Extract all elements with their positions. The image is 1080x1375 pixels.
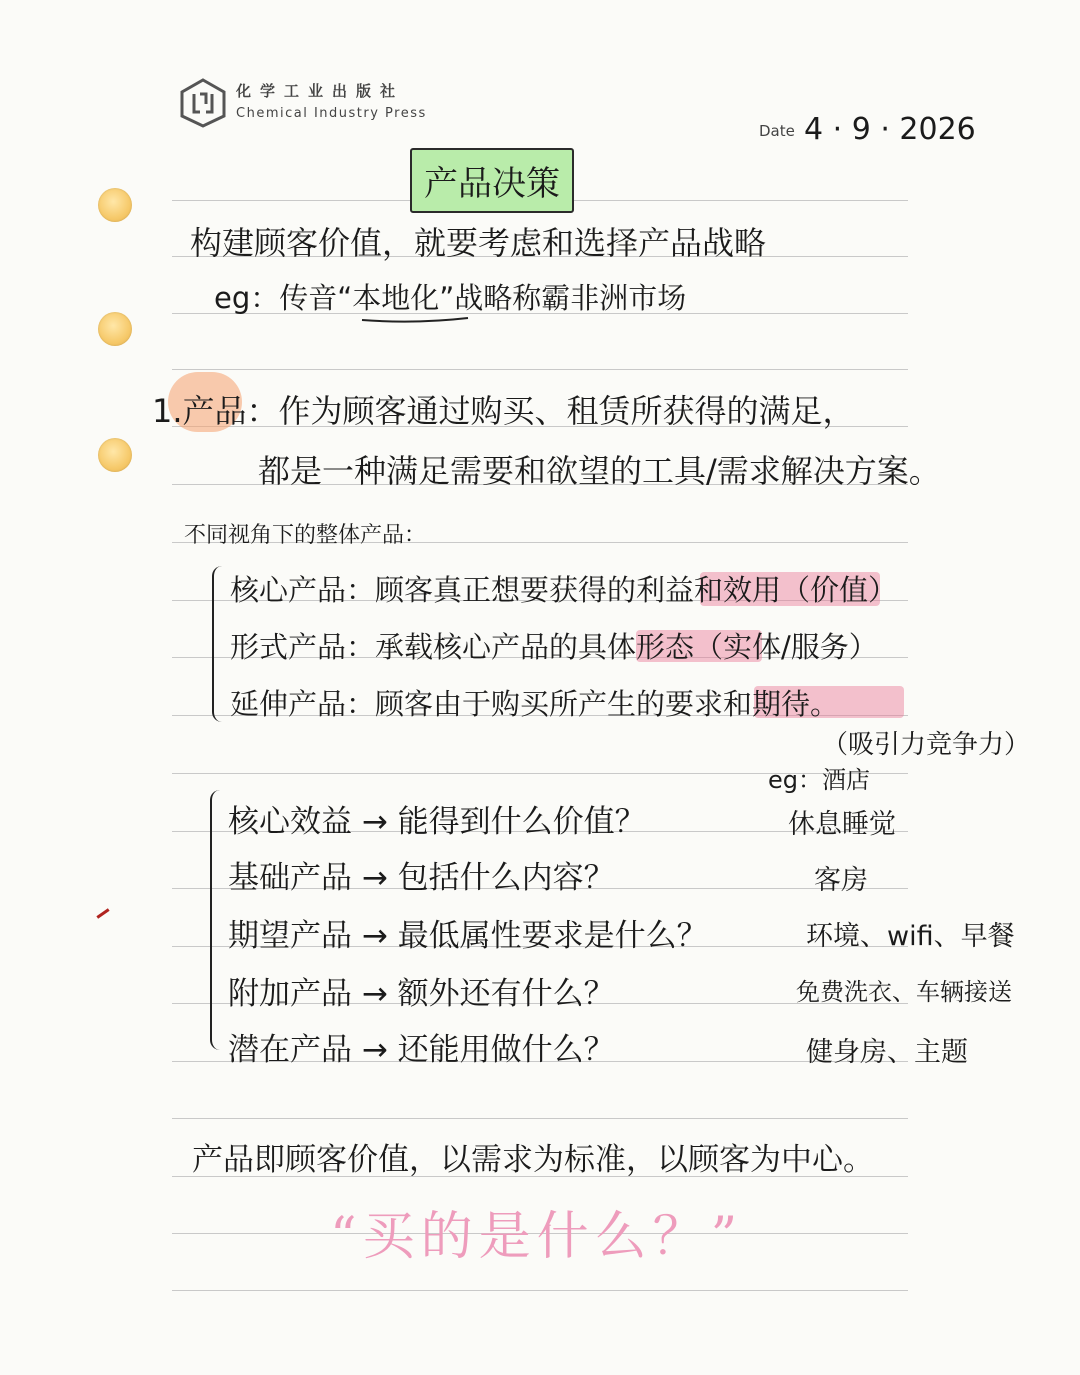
question-line: 基础产品 → 包括什么内容？	[228, 860, 615, 896]
pink-quote: “买的是什么？”	[330, 1207, 744, 1267]
intro-example: eg：传音“本地化”战略称霸非洲市场	[214, 281, 687, 315]
question-line: 潜在产品 → 还能用做什么？	[228, 1032, 615, 1068]
level-item: 核心产品：顾客真正想要获得的利益和效用（价值）	[230, 573, 898, 607]
answer-note: 环境、wifi、早餐	[806, 921, 1015, 952]
example-label: eg：酒店	[768, 766, 870, 794]
definition-line: 都是一种满足需要和欲望的工具/需求解决方案。	[258, 452, 941, 490]
brace-mark	[212, 566, 230, 722]
binder-hole	[98, 438, 132, 472]
publisher-name-cn: 化学工业出版社	[236, 82, 405, 100]
answer-note: 健身房、主题	[806, 1037, 968, 1068]
brace-mark	[210, 790, 228, 1050]
page-title: 产品决策	[410, 148, 574, 213]
level-item: 延伸产品：顾客由于购买所产生的要求和期待。	[230, 687, 840, 721]
answer-note: 休息睡觉	[788, 809, 896, 840]
levels-heading: 不同视角下的整体产品：	[184, 523, 427, 548]
date-label: Date	[759, 122, 795, 140]
summary-line: 产品即顾客价值，以需求为标准，以顾客为中心。	[192, 1142, 874, 1178]
answer-note: 客房	[814, 865, 868, 896]
publisher-logo-icon	[178, 78, 228, 128]
definition-line: 1.产品：作为顾客通过购买、租赁所获得的满足，	[152, 392, 855, 430]
answer-note: 免费洗衣、车辆接送	[796, 978, 1012, 1006]
publisher-name-en: Chemical Industry Press	[236, 106, 427, 121]
red-tick-mark	[96, 908, 109, 918]
level-item: 形式产品：承载核心产品的具体形态（实体/服务）	[230, 630, 878, 664]
question-line: 期望产品 → 最低属性要求是什么？	[228, 918, 708, 954]
question-line: 核心效益 → 能得到什么价值？	[228, 804, 646, 840]
levels-note: （吸引力竞争力）	[822, 730, 1031, 760]
question-line: 附加产品 → 额外还有什么？	[228, 976, 615, 1012]
underline-mark	[360, 314, 470, 324]
date-value: 4 · 9 · 2026	[804, 112, 976, 147]
intro-line: 构建顾客价值，就要考虑和选择产品战略	[190, 224, 767, 262]
binder-hole	[98, 188, 132, 222]
binder-hole	[98, 312, 132, 346]
